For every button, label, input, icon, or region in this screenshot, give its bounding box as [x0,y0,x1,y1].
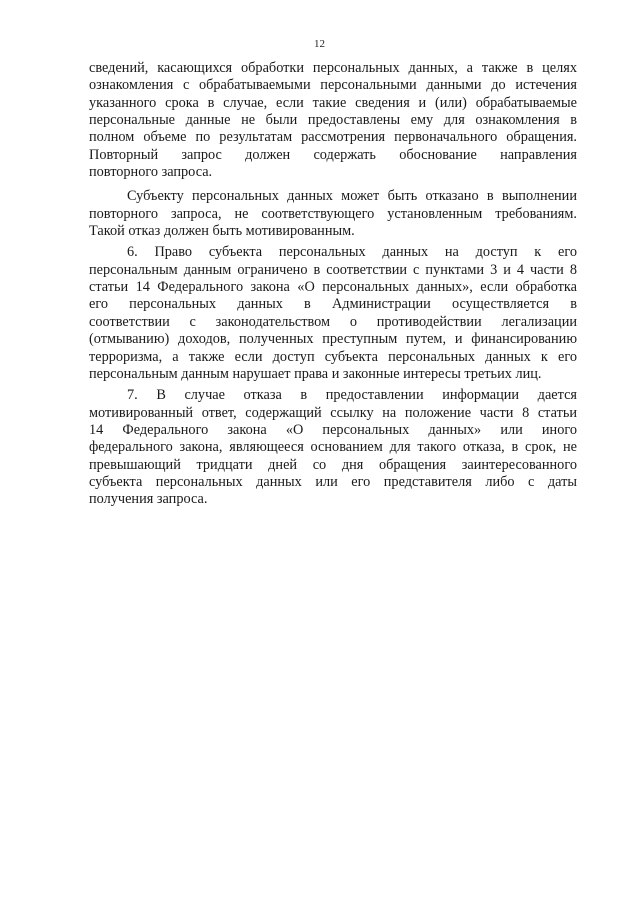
text-line: персональным данным ограничено в соответствии с пунктами 3 и 4 части 8 [89,261,577,278]
text-line: 6. Право субъекта персональных данных на доступ к его [127,244,577,261]
text-line: мотивированный ответ, содержащий ссылку на положение части 8 статьи [89,404,577,421]
text-line: Субъекту персональных данных может быть отказано в выполнении [127,188,577,205]
text-line: 14 Федерального закона «О персональных данных» или иного [89,421,577,438]
text-line: 7. В случае отказа в предоставлении информации дается [127,387,577,404]
text-line: получения запроса. [89,491,208,508]
text-line: терроризма, а также если доступ субъекта персональных данных к его [89,348,577,365]
text-line: его персональных данных в Администрации осуществляется в [89,296,577,313]
text-line: ознакомления с обрабатываемыми персональными данными до истечения [89,77,577,94]
text-line: персональным данным нарушает права и законные интересы третьих лиц. [89,365,542,382]
text-line: статьи 14 Федерального закона «О персональных данных», если обработка [89,279,577,296]
text-line: повторного запроса, не соответствующего установленным требованиям. [89,205,577,222]
text-line: персональные данные не были предоставлены ему для ознакомления в [89,112,577,129]
text-line: Повторный запрос должен содержать обоснование направления [89,146,577,163]
text-line: превышающий тридцати дней со дня обращения заинтересованного [89,456,577,473]
paragraph-item-7 [89,387,577,508]
text-line: федерального закона, являющееся основанием для такого отказа, в срок, не [89,439,577,456]
text-line: субъекта персональных данных или его представителя либо с даты [89,473,577,490]
text-line: Такой отказ должен быть мотивированным. [89,223,355,240]
text-line: соответствии с законодательством о противодействии легализации [89,313,577,330]
paragraph-continuation [89,60,577,181]
page-number: 12 [314,38,325,50]
text-line: сведений, касающихся обработки персональных данных, а также в целях [89,60,577,76]
text-line: (отмыванию) доходов, полученных преступным путем, и финансированию [89,331,577,348]
text-line: указанного срока в случае, если такие сведения и (или) обрабатываемые [89,94,577,111]
paragraph-item-6 [89,244,577,383]
text-line: повторного запроса. [89,164,213,181]
text-line: полном объеме по результатам рассмотрения первоначального обращения. [89,129,577,146]
document-body [89,60,577,509]
paragraph-repeat-refusal [89,188,577,240]
